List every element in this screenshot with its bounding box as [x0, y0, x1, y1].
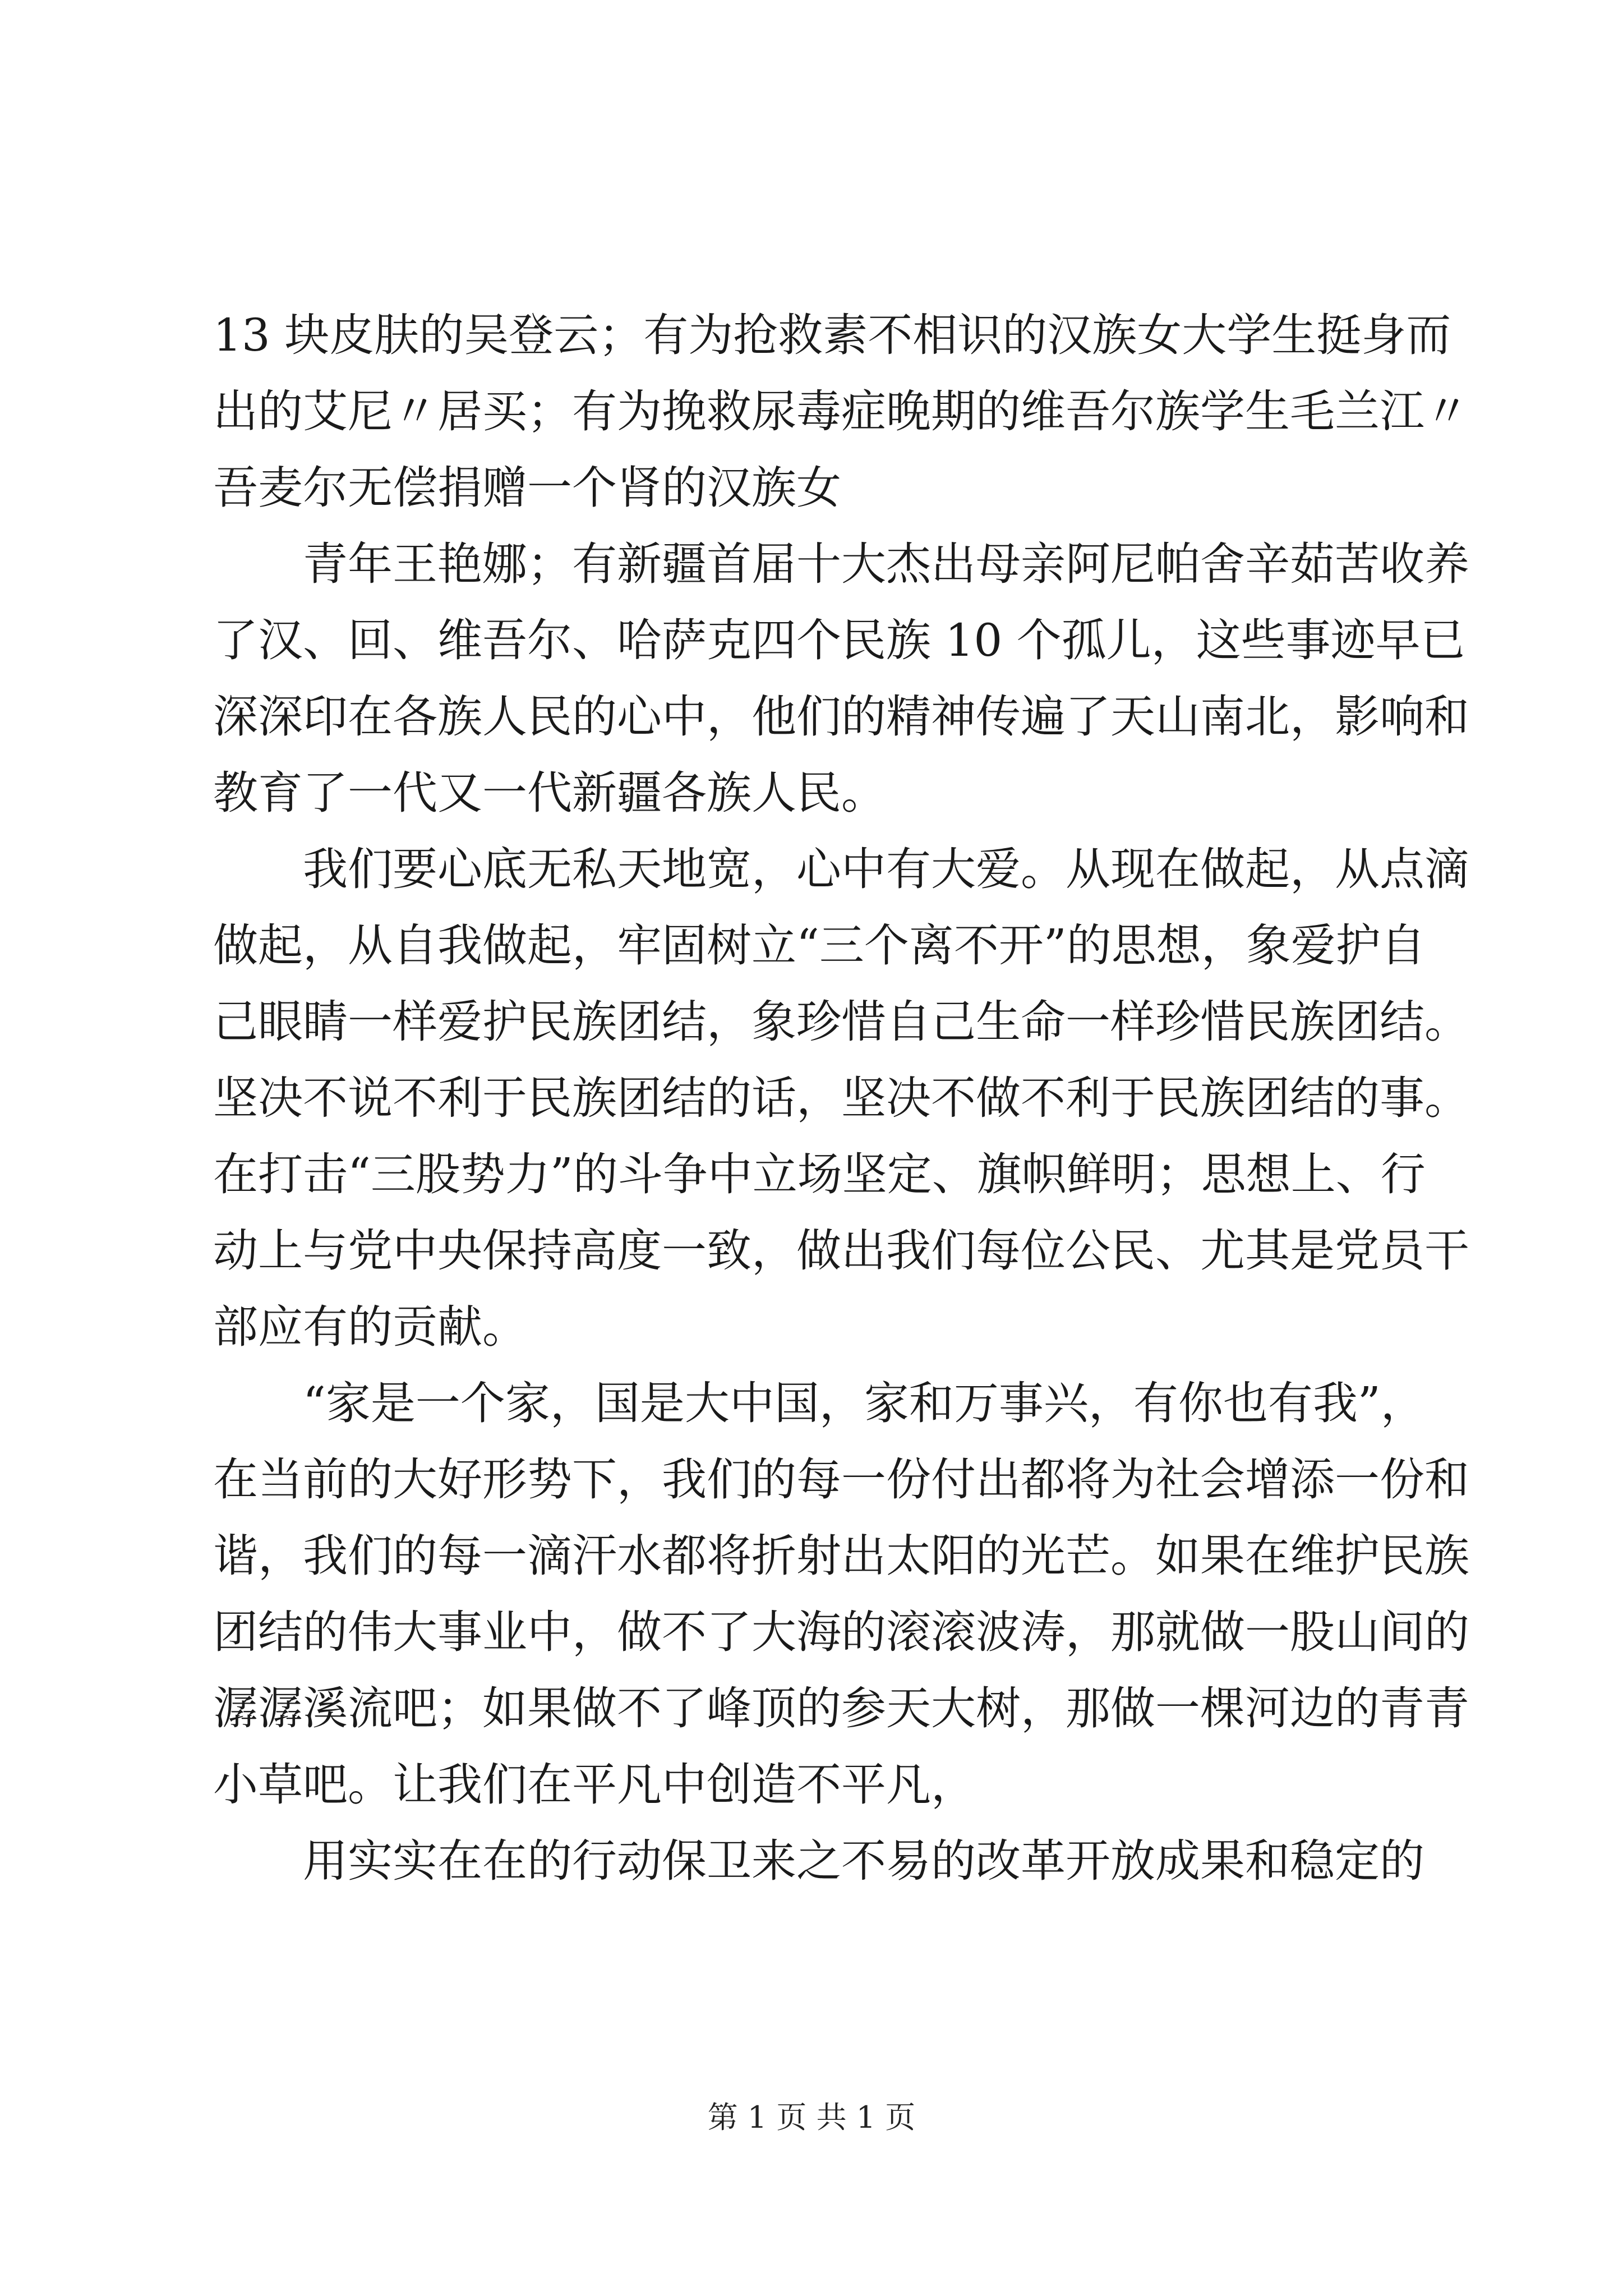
text-line: 了汉、回、维吾尔、哈萨克四个民族 10 个孤儿，这些事迹早已 — [213, 614, 1465, 666]
text-line: 教育了一代又一代新疆各族人民。 — [213, 767, 886, 819]
text-line: 己眼睛一样爱护民族团结，象珍惜自己生命一样珍惜民族团结。 — [213, 996, 1469, 1048]
text-line: 用实实在在的行动保卫来之不易的改革开放成果和稳定的 — [213, 1835, 1424, 1887]
text-line: 我们要心底无私天地宽，心中有大爱。从现在做起，从点滴 — [213, 843, 1469, 895]
text-line: “家是一个家，国是大中国，家和万事兴，有你也有我”， — [213, 1377, 1426, 1429]
text-line: 潺潺溪流吧；如果做不了峰顶的参天大树，那做一棵河边的青青 — [213, 1682, 1469, 1734]
text-line: 小草吧。让我们在平凡中创造不平凡， — [213, 1759, 976, 1811]
page-footer — [0, 2098, 1623, 2137]
text-line: 吾麦尔无偿捐赠一个肾的汉族女 — [213, 462, 841, 514]
text-line: 坚决不说不利于民族团结的话，坚决不做不利于民族团结的事。 — [213, 1072, 1469, 1124]
page-number-label: 第 1 页 共 1 页 — [707, 2100, 916, 2135]
text-line: 深深印在各族人民的心中，他们的精神传遍了天山南北，影响和 — [213, 691, 1469, 743]
text-line: 在当前的大好形势下，我们的每一份付出都将为社会增添一份和 — [213, 1453, 1469, 1506]
text-line: 动上与党中央保持高度一致，做出我们每位公民、尤其是党员干 — [213, 1225, 1469, 1277]
text-line: 13 块皮肤的吴登云；有为抢救素不相识的汉族女大学生挺身而 — [213, 309, 1451, 361]
text-line: 青年王艳娜；有新疆首届十大杰出母亲阿尼帕舍辛茹苦收养 — [213, 538, 1469, 590]
text-line: 出的艾尼〃居买；有为挽救尿毒症晚期的维吾尔族学生毛兰江〃 — [213, 385, 1469, 438]
text-line: 谐，我们的每一滴汗水都将折射出太阳的光芒。如果在维护民族 — [213, 1530, 1469, 1582]
text-line: 团结的伟大事业中，做不了大海的滚滚波涛，那就做一股山间的 — [213, 1606, 1469, 1658]
body-text — [213, 297, 1469, 1899]
text-line: 在打击“三股势力”的斗争中立场坚定、旗帜鲜明；思想上、行 — [213, 1148, 1426, 1200]
text-line: 部应有的贡献。 — [213, 1301, 527, 1353]
text-line: 做起，从自我做起，牢固树立“三个离不开”的思想，象爱护自 — [213, 919, 1426, 972]
